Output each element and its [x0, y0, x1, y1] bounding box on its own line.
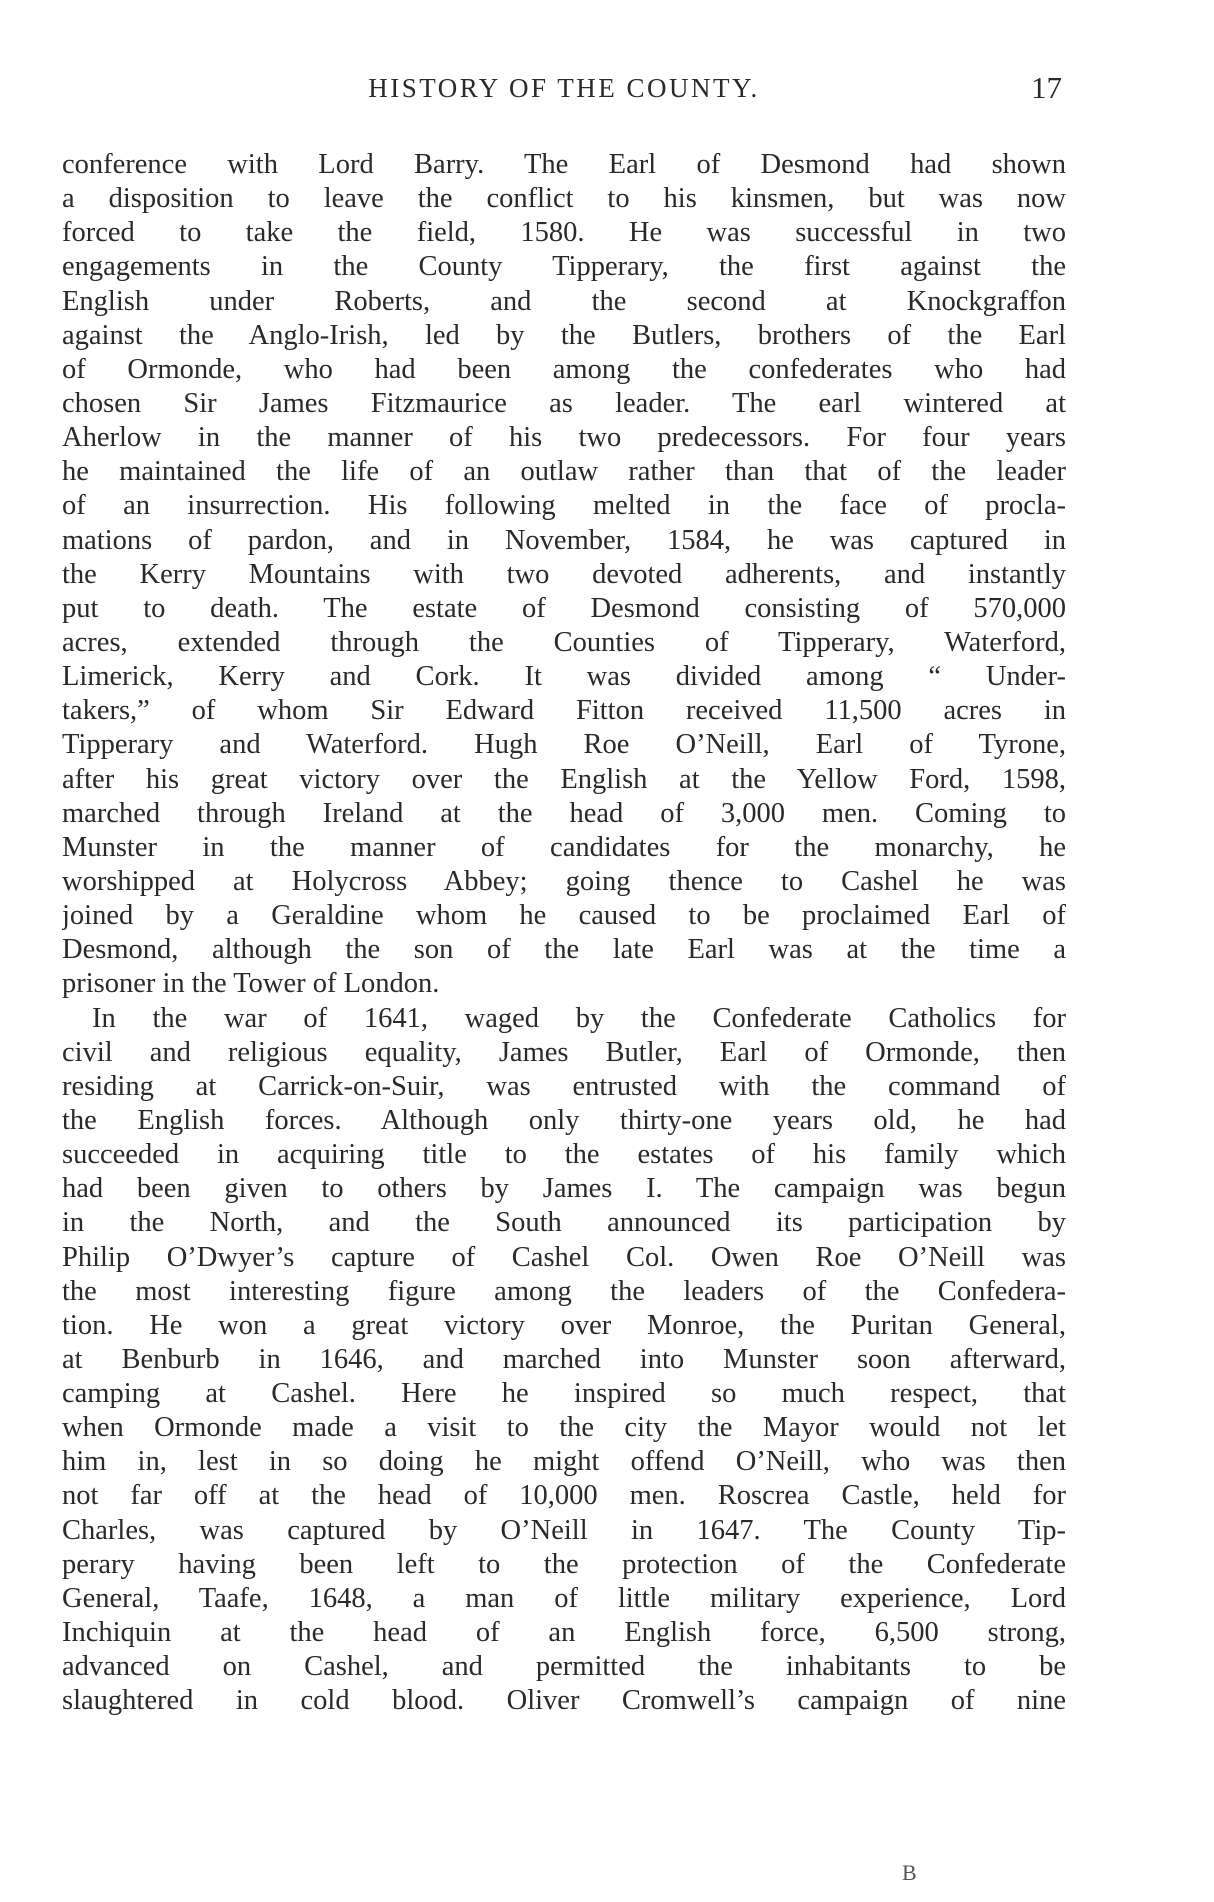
text-line: acres, extended through the Counties of Tipperary, Waterford,	[62, 626, 1066, 658]
running-title: HISTORY OF THE COUNTY.	[368, 73, 760, 103]
text-line: a disposition to leave the conflict to his kinsmen, but was now	[62, 183, 1066, 215]
text-line: of Ormonde, who had been among the confederates who had	[62, 353, 1066, 385]
text-line: tion. He won a great victory over Monroe, the Puritan General,	[62, 1309, 1066, 1341]
text-line: conference with Lord Barry. The Earl of Desmond had shown	[62, 149, 1066, 180]
text-line: he maintained the life of an outlaw rather than that of the leader	[62, 456, 1066, 488]
text-line: perary having been left to the protection of the Confederate	[62, 1548, 1066, 1580]
text-line: had been given to others by James I. The campaign was begun	[62, 1173, 1066, 1205]
page-number: 17	[1031, 70, 1062, 105]
text-line: forced to take the field, 1580. He was successful in two	[62, 217, 1066, 249]
text-line: Philip O’Dwyer’s capture of Cashel Col. Owen Roe O’Neill was	[62, 1241, 1066, 1273]
text-line: mations of pardon, and in November, 1584, he was captured in	[62, 524, 1066, 556]
text-line: after his great victory over the English at the Yellow Ford, 1598,	[62, 763, 1066, 795]
text-line: residing at Carrick-on-Suir, was entrusted with the command of	[62, 1070, 1066, 1102]
text-line: takers,” of whom Sir Edward Fitton received 11,500 acres in	[62, 695, 1066, 727]
text-line: marched through Ireland at the head of 3,000 men. Coming to	[62, 797, 1066, 829]
text-line: Munster in the manner of candidates for the monarchy, he	[62, 831, 1066, 863]
running-head	[66, 66, 1062, 110]
text-line: the Kerry Mountains with two devoted adherents, and instantly	[62, 558, 1066, 590]
text-line: General, Taafe, 1648, a man of little military experience, Lord	[62, 1582, 1066, 1614]
text-line: advanced on Cashel, and permitted the inhabitants to be	[62, 1651, 1066, 1683]
text-line: joined by a Geraldine whom he caused to be proclaimed Earl of	[62, 900, 1066, 932]
text-line: of an insurrection. His following melted in the face of procla-	[62, 490, 1066, 522]
text-line: not far off at the head of 10,000 men. Roscrea Castle, held for	[62, 1480, 1066, 1512]
text-line: camping at Cashel. Here he inspired so much respect, that	[62, 1378, 1066, 1410]
paragraph-2	[62, 1002, 1066, 1719]
text-line: succeeded in acquiring title to the estates of his family which	[62, 1139, 1066, 1171]
text-line: prisoner in the Tower of London.	[62, 968, 440, 1000]
text-line: chosen Sir James Fitzmaurice as leader. The earl wintered at	[62, 387, 1066, 419]
text-line: the English forces. Although only thirty-one years old, he had	[62, 1104, 1066, 1136]
signature-mark: B	[902, 1860, 917, 1885]
text-line: Charles, was captured by O’Neill in 1647. The County Tip-	[62, 1514, 1066, 1546]
text-line: Inchiquin at the head of an English force, 6,500 strong,	[62, 1617, 1066, 1649]
text-line: at Benburb in 1646, and marched into Munster soon afterward,	[62, 1343, 1066, 1375]
text-line: Limerick, Kerry and Cork. It was divided among “ Under-	[62, 661, 1066, 693]
text-line: Aherlow in the manner of his two predecessors. For four years	[62, 422, 1066, 454]
body-text	[62, 148, 1066, 1718]
text-line: him in, lest in so doing he might offend O’Neill, who was then	[62, 1446, 1066, 1478]
text-line: Desmond, although the son of the late Earl was at the time a	[62, 934, 1066, 966]
text-line: when Ormonde made a visit to the city the Mayor would not let	[62, 1412, 1066, 1444]
text-line: slaughtered in cold blood. Oliver Cromwell’s campaign of nine	[62, 1685, 1066, 1717]
text-line: civil and religious equality, James Butler, Earl of Ormonde, then	[62, 1036, 1066, 1068]
text-line: engagements in the County Tipperary, the first against the	[62, 251, 1066, 283]
text-line: English under Roberts, and the second at Knockgraffon	[62, 285, 1066, 317]
text-line: put to death. The estate of Desmond consisting of 570,000	[62, 592, 1066, 624]
text-line: against the Anglo-Irish, led by the Butlers, brothers of the Earl	[62, 319, 1066, 351]
text-line: in the North, and the South announced its participation by	[62, 1207, 1066, 1239]
text-line: worshipped at Holycross Abbey; going thence to Cashel he was	[62, 865, 1066, 897]
text-line: the most interesting figure among the leaders of the Confedera-	[62, 1275, 1066, 1307]
text-line: Tipperary and Waterford. Hugh Roe O’Neill, Earl of Tyrone,	[62, 729, 1066, 761]
text-line: In the war of 1641, waged by the Confederate Catholics for	[92, 1002, 1066, 1034]
paragraph-1	[62, 148, 1066, 1002]
